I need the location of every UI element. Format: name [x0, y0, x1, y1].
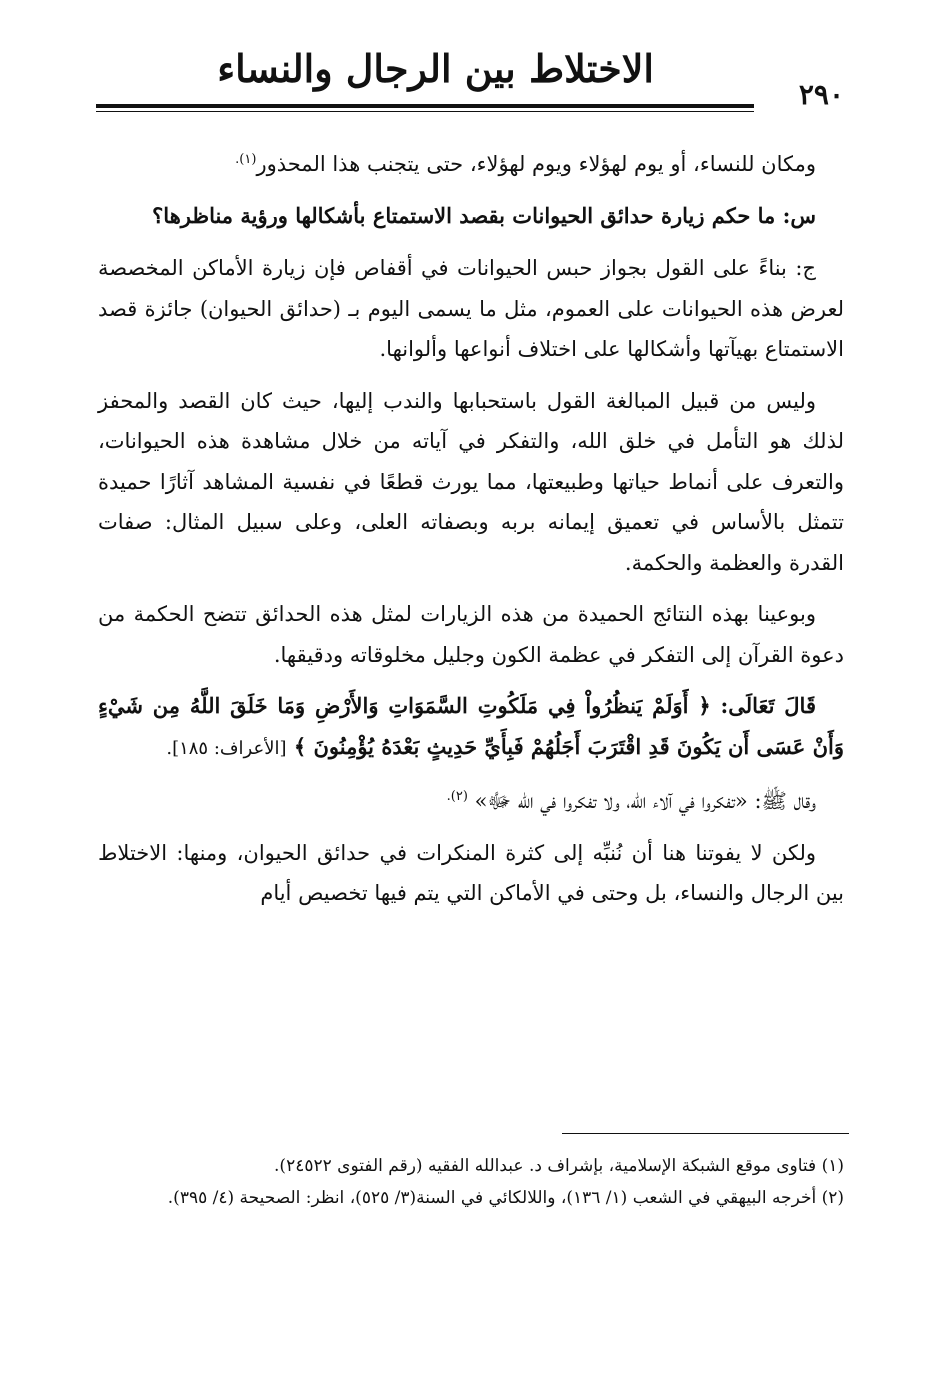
verse-text: قَالَ تَعَالَى: ﴿ أَوَلَمْ يَنظُرُواْ فِي مَلَكُوتِ السَّمَوَاتِ وَالأَرْضِ وَمَا خَلَقَ اللَّهُ مِن شَيْءٍ وَأَنْ عَسَى أَن يَكُونَ قَدِ اقْتَرَبَ أَجَلُهُمْ فَبِأَيِّ حَدِيثٍ بَعْدَهُ يُؤْمِنُونَ ﴾ — [98, 693, 844, 759]
question-heading: س: ما حكم زيارة حدائق الحيوانات بقصد الاستمتاع بأشكالها ورؤية مناظرها؟ — [152, 202, 816, 228]
verse-reference: [الأعراف: ١٨٥]. — [166, 737, 287, 759]
page-number: ٢٩٠ — [798, 78, 844, 111]
quran-verse — [98, 686, 844, 769]
header-rule-thin — [96, 111, 754, 112]
hadith-paragraph — [98, 777, 844, 822]
header-rule — [96, 104, 754, 108]
footnotes — [98, 1150, 844, 1214]
hadith-text: وقال ﷺ: «تفكروا في آلاء الله، ولا تفكروا في الله ﷻ» — [474, 789, 816, 813]
paragraph-wisdom: وبوعينا بهذه النتائج الحميدة من هذه الزيارات لمثل هذه الحدائق تتضح الحكمة من دعوة القرآن إلى التفكر في عظمة الكون وجليل مخلوقاته ودقيقها. — [98, 602, 844, 667]
paragraph-warning: ولكن لا يفوتنا هنا أن نُنبِّه إلى كثرة المنكرات في حدائق الحيوان، ومنها: الاختلاط بين الرجال والنساء، بل وحتى في الأماكن التي يتم فيها تخصيص أيام — [98, 840, 844, 905]
footnote-marker: (١). — [235, 152, 257, 167]
footnote-1: (١) فتاوى موقع الشبكة الإسلامية، بإشراف د. عبدالله الفقيه (رقم الفتوى ٢٤٥٢٢). — [274, 1156, 844, 1176]
body-text — [98, 140, 844, 925]
answer-paragraph: ج: بناءً على القول بجواز حبس الحيوانات في أقفاص فإن زيارة الأماكن المخصصة لعرض هذه الحيوانات على العموم، مثل ما يسمى اليوم بـ (حدائق الحيوان) جائزة قصد الاستمتاع بهيآتها وأشكالها على اختلاف أنواعها وألوانها. — [98, 256, 844, 361]
page-header — [96, 44, 844, 114]
paragraph-recommendation: وليس من قبيل المبالغة القول باستحبابها والندب إليها، حيث كان القصد والمحفز لذلك هو التأمل في خلق الله، والتفكر في آياته من خلال مشاهدة هذه الحيوانات، والتعرف على أنماط حياتها وطبيعتها، مما يورث قطعًا في نفسية المشاهد آثارًا حميدة تتمثل بالأساس في تعميق إيمانه بربه وبصفاته العلى، وعلى سبيل المثال: صفات القدرة والعظمة والحكمة. — [98, 388, 844, 575]
footnote-separator — [562, 1133, 849, 1134]
paragraph-continuation — [98, 140, 844, 185]
footnote-marker: (٢). — [446, 789, 468, 804]
footnote-2: (٢) أخرجه البيهقي في الشعب (١/ ١٣٦)، واللالكائي في السنة(٣/ ٥٢٥)، انظر: الصحيحة (٤/ ٣٩٥). — [167, 1188, 844, 1208]
paragraph-text: ومكان للنساء، أو يوم لهؤلاء ويوم لهؤلاء، حتى يتجنب هذا المحذور — [256, 152, 816, 176]
running-title: الاختلاط بين الرجال والنساء — [217, 46, 654, 91]
